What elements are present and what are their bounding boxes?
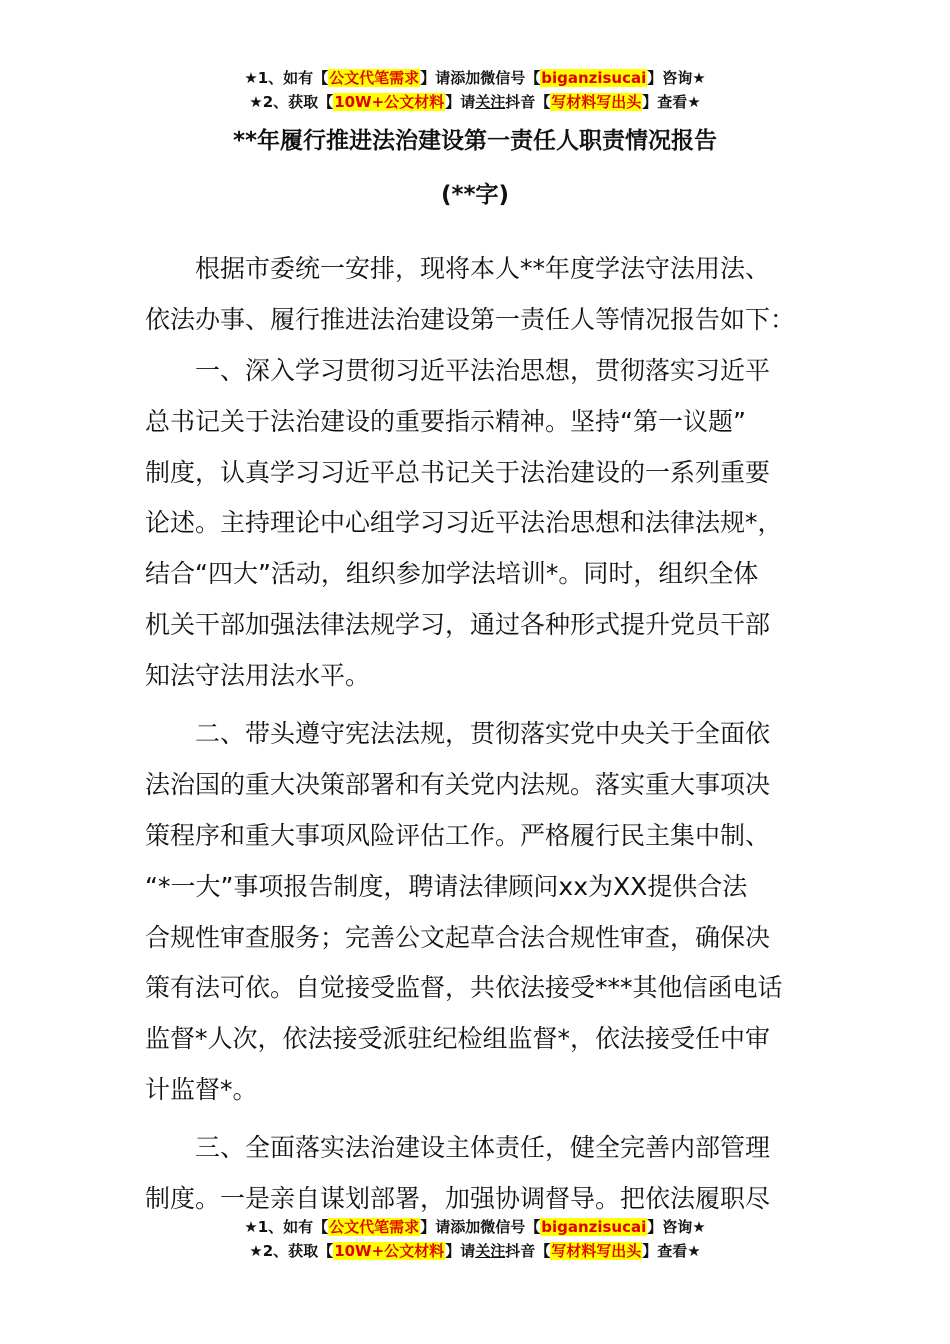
promo-highlight: 10W+公文材料 (334, 1242, 445, 1260)
promo-wechat-id: biganzisucai (541, 69, 647, 87)
promo-text: 】查看★ (642, 93, 701, 111)
promo-text-underlined: 关注 (475, 1242, 506, 1260)
promo-text: 】查看★ (642, 1242, 701, 1260)
paragraph-line: 依法办事、履行推进法治建设第一责任人等情况报告如下： (145, 304, 796, 334)
paragraph-line: 根据市委统一安排，现将本人**年度学法守法用法、 (195, 254, 771, 283)
paragraph-line: 二、带头遵守宪法法规，贯彻落实党中央关于全面依 (195, 719, 771, 749)
document-subtitle: (**字) (440, 182, 510, 208)
paragraph-line: 制度，认真学习习近平总书记关于法治建设的一系列重要 (145, 457, 771, 487)
promo-line-2 (0, 1239, 950, 1263)
promo-banner-top (0, 66, 950, 114)
promo-text: 】请添加微信号【 (420, 1218, 541, 1236)
document-title: **年履行推进法治建设第一责任人职责情况报告 (232, 128, 718, 154)
document-body (145, 244, 810, 1225)
promo-line-1 (0, 66, 950, 90)
promo-highlight: 公文代笔需求 (329, 1218, 420, 1236)
promo-highlight: 公文代笔需求 (329, 69, 420, 87)
promo-text: 】请 (445, 93, 476, 111)
promo-text: ★1、如有【 (244, 1218, 329, 1236)
paragraph-line: 监督*人次，依法接受派驻纪检组监督*，依法接受任中审 (145, 1024, 771, 1054)
promo-highlight: 写材料写出头 (551, 1242, 642, 1260)
paragraph-section-2 (145, 709, 810, 1116)
paragraph-line: 制度。一是亲自谋划部署，加强协调督导。把依法履职尽 (145, 1184, 771, 1214)
promo-line-2 (0, 90, 950, 114)
promo-text-underlined: 关注 (475, 93, 506, 111)
paragraph-line: 知法守法用法水平。 (145, 661, 371, 691)
paragraph-line: 合规性审查服务；完善公文起草合法合规性审查，确保决 (145, 922, 771, 952)
paragraph-line: 总书记关于法治建设的重要指示精神。坚持“第一议题” (145, 406, 746, 436)
paragraph-line: 一、深入学习贯彻习近平法治思想，贯彻落实习近平 (195, 355, 771, 385)
promo-highlight: 10W+公文材料 (334, 93, 445, 111)
paragraph-intro (145, 244, 810, 346)
paragraph-section-3 (145, 1123, 810, 1225)
promo-text: 抖音【 (505, 93, 551, 111)
paragraph-line: 计监督*。 (145, 1075, 258, 1105)
promo-text: 】请添加微信号【 (420, 69, 541, 87)
paragraph-gap (145, 702, 810, 709)
promo-text: 】咨询★ (647, 1218, 706, 1236)
paragraph-line: 三、全面落实法治建设主体责任，健全完善内部管理 (195, 1133, 771, 1163)
promo-text: 】请 (445, 1242, 476, 1260)
promo-banner-bottom (0, 1215, 950, 1263)
paragraph-line: 结合“四大”活动，组织参加学法培训*。同时，组织全体 (145, 559, 759, 589)
paragraph-section-1 (145, 346, 810, 702)
promo-text: ★2、获取【 (249, 93, 334, 111)
paragraph-gap (145, 1116, 810, 1123)
promo-line-1 (0, 1215, 950, 1239)
promo-text: 】咨询★ (647, 69, 706, 87)
promo-text: ★1、如有【 (244, 69, 329, 87)
paragraph-line: 策程序和重大事项风险评估工作。严格履行民主集中制、 (145, 820, 771, 850)
promo-text: ★2、获取【 (249, 1242, 334, 1260)
paragraph-line: “*一大”事项报告制度，聘请法律顾问xx为XX提供合法 (145, 871, 748, 901)
paragraph-line: 机关干部加强法律法规学习，通过各种形式提升党员干部 (145, 610, 771, 640)
paragraph-line: 法治国的重大决策部署和有关党内法规。落实重大事项决 (145, 769, 771, 799)
promo-text: 抖音【 (505, 1242, 551, 1260)
promo-wechat-id: biganzisucai (541, 1218, 647, 1236)
paragraph-line: 论述。主持理论中心组学习习近平法治思想和法律法规*， (145, 508, 783, 538)
paragraph-line: 策有法可依。自觉接受监督，共依法接受***其他信函电话 (145, 973, 783, 1003)
promo-highlight: 写材料写出头 (551, 93, 642, 111)
